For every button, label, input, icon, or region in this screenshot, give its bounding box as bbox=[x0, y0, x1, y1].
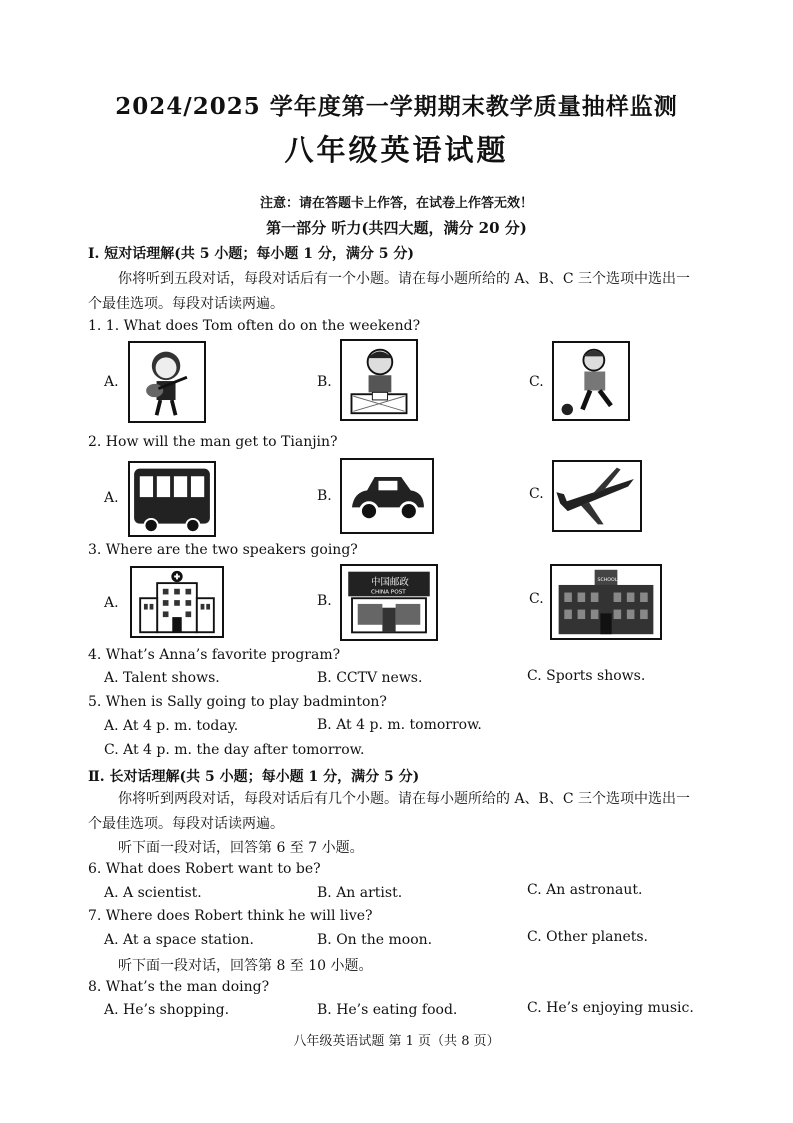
question-3: 3. Where are the two speakers going? bbox=[88, 542, 358, 558]
question-8: 8. What’s the man doing? bbox=[88, 979, 270, 995]
q8-option-a[interactable]: A. He’s shopping. bbox=[104, 1002, 230, 1018]
q3-option-b-label[interactable]: B. bbox=[317, 593, 332, 609]
q5-option-b[interactable]: B. At 4 p. m. tomorrow. bbox=[317, 717, 482, 733]
question-2: 2. How will the man get to Tianjin? bbox=[88, 434, 338, 450]
airplane-icon bbox=[552, 460, 642, 532]
question-4: 4. What’s Anna’s favorite program? bbox=[88, 647, 341, 663]
question-7: 7. Where does Robert think he will live? bbox=[88, 908, 373, 924]
school-sign-text: SCHOOL bbox=[597, 578, 618, 584]
q3-option-a-label[interactable]: A. bbox=[104, 595, 119, 611]
q7-option-b[interactable]: B. On the moon. bbox=[317, 932, 433, 948]
q5-option-c[interactable]: C. At 4 p. m. the day after tomorrow. bbox=[104, 742, 365, 758]
exam-title: 2024/2025 学年度第一学期期末教学质量抽样监测 bbox=[115, 93, 678, 120]
q2-option-a-label[interactable]: A. bbox=[104, 490, 119, 506]
answer-notice: 注意：请在答题卡上作答，在试卷上作答无效！ bbox=[259, 196, 533, 211]
car-icon bbox=[340, 458, 434, 534]
section2-heading: Ⅱ. 长对话理解(共 5 小题；每小题 1 分，满分 5 分) bbox=[88, 769, 420, 785]
q2-option-b-label[interactable]: B. bbox=[317, 488, 332, 504]
section1-intro-line1: 你将听到五段对话，每段对话后有一个小题。请在每小题所给的 A、B、C 三个选项中选出一 bbox=[118, 271, 691, 287]
boy-reading-icon bbox=[340, 339, 418, 421]
school-icon bbox=[550, 564, 662, 640]
section2-lead-2: 听下面一段对话，回答第 8 至 10 小题。 bbox=[118, 958, 373, 974]
post-office-sign-text: 中国邮政 bbox=[370, 576, 409, 588]
q6-option-c[interactable]: C. An astronaut. bbox=[527, 882, 643, 898]
q6-option-a[interactable]: A. A scientist. bbox=[104, 885, 202, 901]
exam-subtitle: 八年级英语试题 bbox=[284, 133, 509, 167]
q4-option-c[interactable]: C. Sports shows. bbox=[527, 668, 646, 684]
q6-option-b[interactable]: B. An artist. bbox=[317, 885, 403, 901]
section2-intro-line2: 个最佳选项。每段对话读两遍。 bbox=[88, 816, 284, 832]
q1-option-c-label[interactable]: C. bbox=[529, 374, 544, 390]
q8-option-c[interactable]: C. He’s enjoying music. bbox=[527, 1000, 694, 1016]
soccer-player-icon bbox=[552, 341, 630, 421]
section1-intro-line2: 个最佳选项。每段对话读两遍。 bbox=[88, 296, 284, 312]
q1-option-b-label[interactable]: B. bbox=[317, 374, 332, 390]
q7-option-c[interactable]: C. Other planets. bbox=[527, 929, 649, 945]
q3-option-c-label[interactable]: C. bbox=[529, 591, 544, 607]
section2-intro-line1: 你将听到两段对话，每段对话后有几个小题。请在每小题所给的 A、B、C 三个选项中选出一 bbox=[118, 791, 691, 807]
section1-heading: Ⅰ. 短对话理解(共 5 小题；每小题 1 分，满分 5 分) bbox=[88, 246, 415, 262]
bus-icon bbox=[128, 461, 216, 537]
hospital-icon bbox=[130, 566, 224, 638]
question-1: 1. 1. What does Tom often do on the weekend? bbox=[88, 318, 421, 334]
q5-option-a[interactable]: A. At 4 p. m. today. bbox=[104, 718, 239, 734]
post-office-icon bbox=[340, 564, 438, 641]
q4-option-a[interactable]: A. Talent shows. bbox=[104, 670, 220, 686]
q8-option-b[interactable]: B. He’s eating food. bbox=[317, 1002, 458, 1018]
page-footer: 八年级英语试题 第 1 页（共 8 页） bbox=[293, 1034, 500, 1049]
post-office-sign-en-text: CHINA POST bbox=[370, 589, 406, 596]
question-6: 6. What does Robert want to be? bbox=[88, 861, 321, 877]
guitar-player-icon bbox=[128, 341, 206, 423]
q2-option-c-label[interactable]: C. bbox=[529, 486, 544, 502]
q1-option-a-label[interactable]: A. bbox=[104, 374, 119, 390]
q7-option-a[interactable]: A. At a space station. bbox=[104, 932, 254, 948]
part-title: 第一部分 听力(共四大题，满分 20 分) bbox=[266, 219, 527, 237]
q4-option-b[interactable]: B. CCTV news. bbox=[317, 670, 423, 686]
section2-lead-1: 听下面一段对话，回答第 6 至 7 小题。 bbox=[118, 840, 364, 856]
question-5: 5. When is Sally going to play badminton? bbox=[88, 694, 387, 710]
